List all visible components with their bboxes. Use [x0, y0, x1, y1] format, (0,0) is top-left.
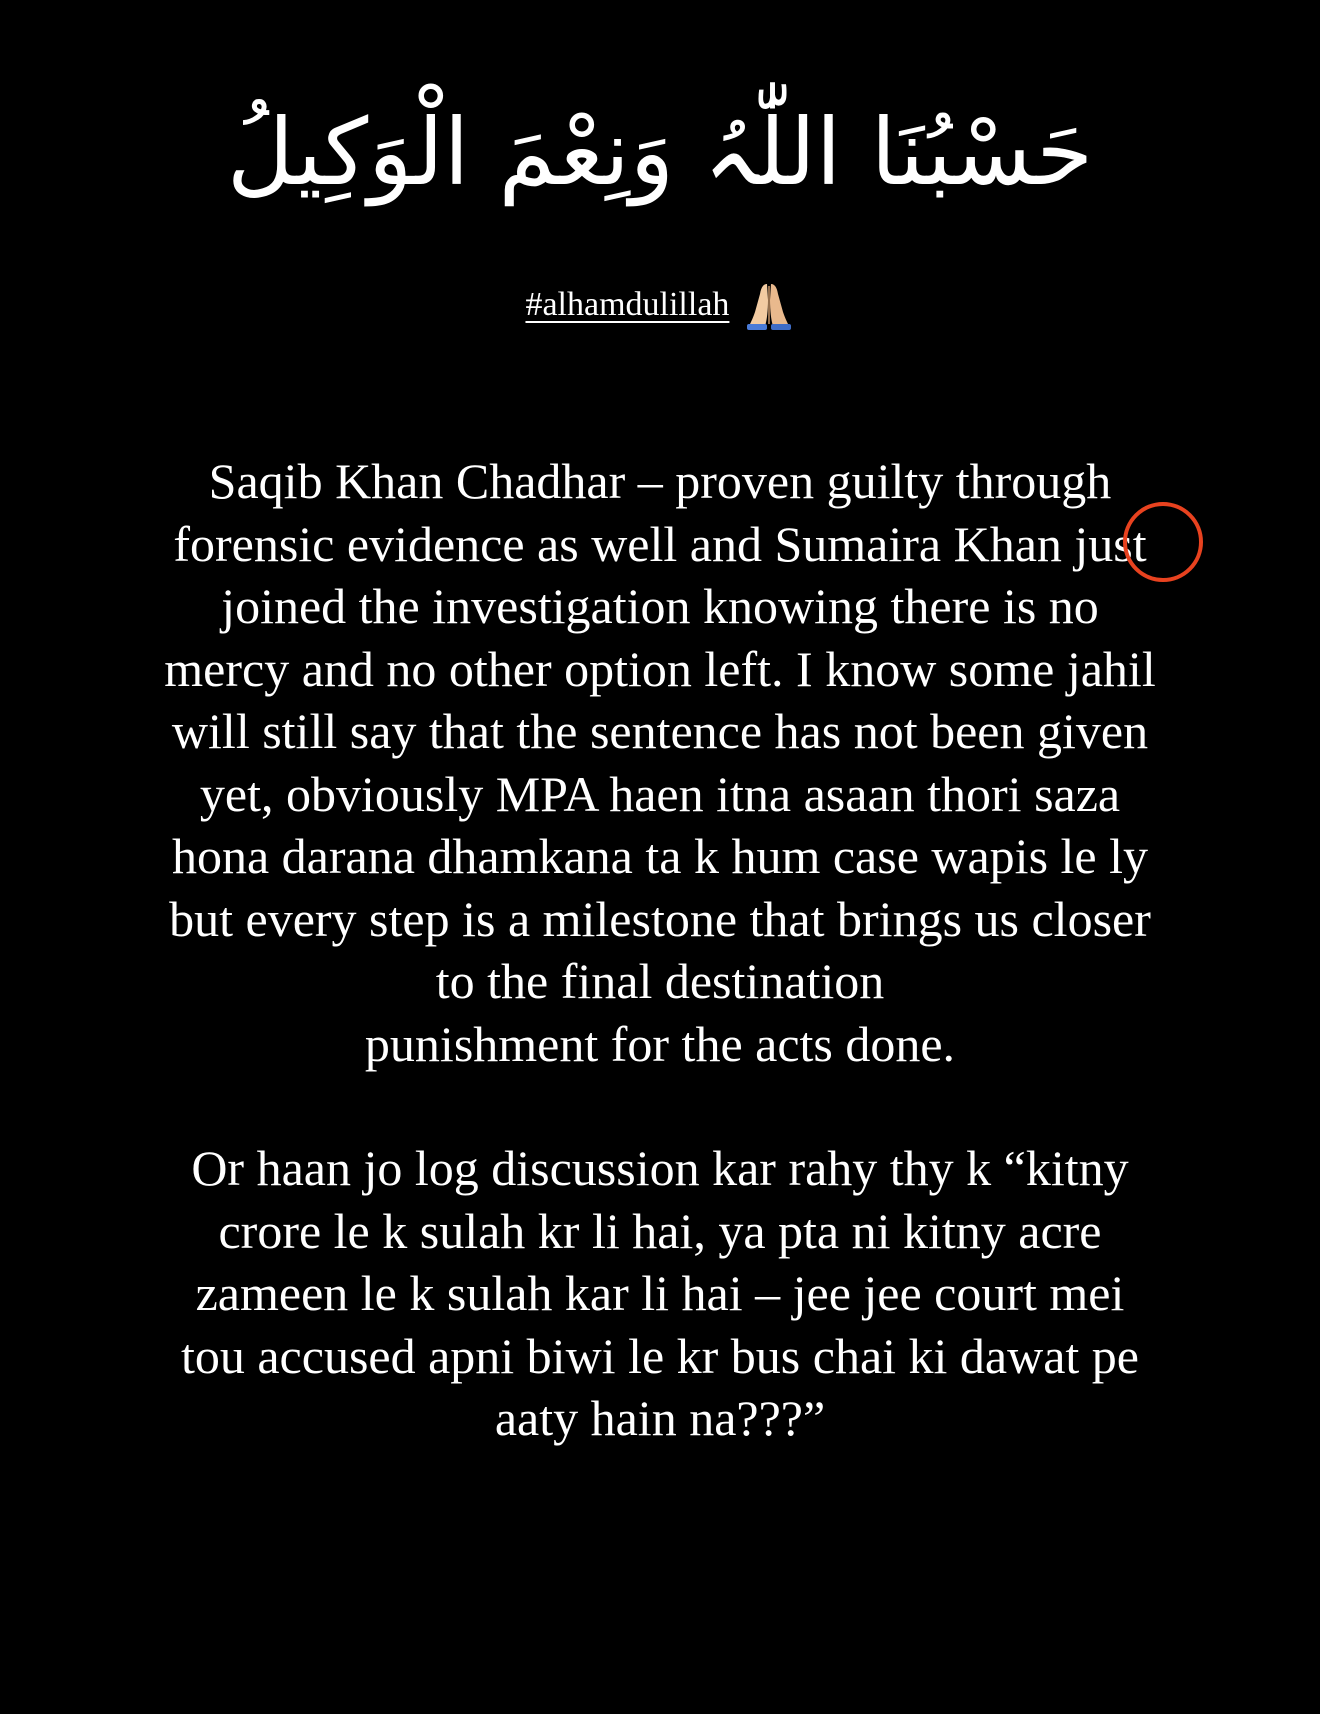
paragraph-line: crore le k sulah kr li hai, ya pta ni kitny acre: [218, 1202, 1102, 1259]
paragraph-line: Or haan jo log discussion kar rahy thy k “kitny: [191, 1140, 1129, 1196]
paragraph-line: Saqib Khan Chadhar – proven guilty through: [208, 453, 1112, 509]
paragraph-line: yet, obviously MPA haen itna asaan thori saza: [199, 765, 1121, 822]
arabic-calligraphy: حَسْبُنَا اللّٰہُ وَنِعْمَ الْوَكِيلُ: [226, 99, 1094, 206]
paragraph-line: punishment for the acts done.: [364, 1015, 956, 1072]
paragraph-line: forensic evidence as well and Sumaira Khan just: [173, 515, 1147, 572]
paragraph-line: joined the investigation knowing there is no: [221, 578, 1099, 634]
paragraph-line: tou accused apni biwi le kr bus chai ki dawat pe: [180, 1327, 1140, 1384]
paragraph-line: to the final destination: [435, 953, 885, 1009]
hashtag-link[interactable]: #alhamdulillah: [525, 286, 730, 323]
story-paragraph-2: [80, 1137, 1240, 1450]
paragraph-line: but every step is a milestone that brings us closer: [169, 890, 1151, 947]
folded-hands-icon: [743, 280, 795, 330]
story-paragraph-1: [80, 450, 1240, 1075]
paragraph-line: will still say that the sentence has not been given: [171, 703, 1149, 759]
paragraph-line: zameen le k sulah kar li hai – jee jee court mei: [195, 1265, 1125, 1321]
hashtag-row: [0, 280, 1320, 336]
paragraph-line: aaty hain na???”: [494, 1390, 826, 1446]
paragraph-line: hona darana dhamkana ta k hum case wapis le ly: [171, 828, 1149, 884]
paragraph-line: mercy and no other option left. I know some jahil: [164, 640, 1156, 697]
